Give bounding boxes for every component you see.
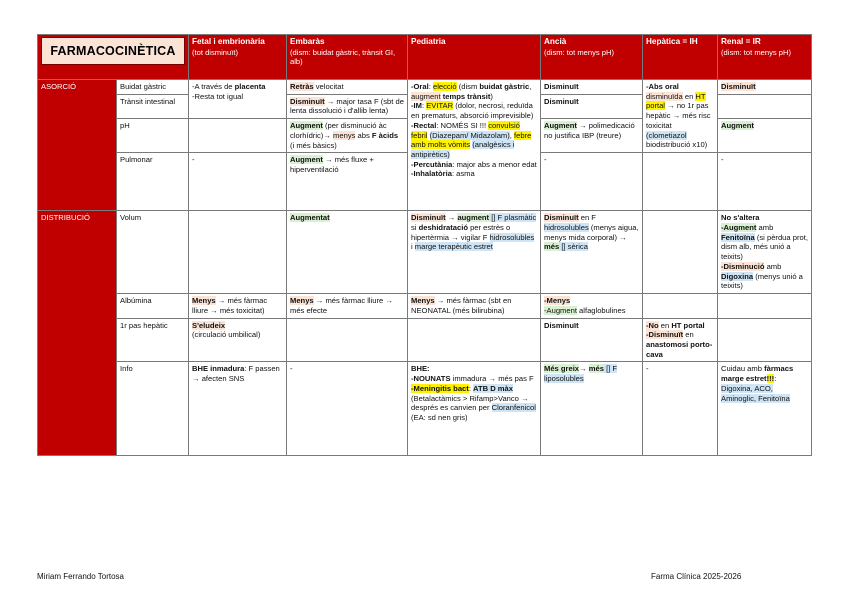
- col-header-ancia: Ancià (dism: tot menys pH): [541, 35, 643, 80]
- col-header-fetal: Fetal i embrionària (tot disminuït): [189, 35, 287, 80]
- cell-embaras-ph: Augment (per disminució àc clorhídric)→ menys abs F àcids (i més bàsics): [287, 119, 408, 153]
- cell-renal-primer-pas: [718, 318, 812, 362]
- pharmacokinetics-table: [37, 34, 812, 456]
- cell-renal-pulmonar: -: [718, 153, 812, 211]
- row-albumina: [38, 294, 812, 318]
- col-header-hepatica: Hepàtica = IH: [643, 35, 718, 80]
- footer-author: Miriam Ferrando Tortosa: [37, 572, 124, 581]
- cell-ancia-albumina: -Menys -Augment alfaglobulines: [541, 294, 643, 318]
- cell-pediatria-albumina: Menys → més fàrmac (sbt en NEONATAL (més bilirubina): [408, 294, 541, 318]
- cell-renal-transit: [718, 94, 812, 118]
- cell-pediatria-primer-pas: [408, 318, 541, 362]
- subrow-label-info: Info: [117, 362, 189, 456]
- cell-fetal-pulmonar: -: [189, 153, 287, 211]
- cell-hepatica-pulmonar: [643, 153, 718, 211]
- subrow-label-buidat: Buidat gàstric: [117, 80, 189, 95]
- cell-hepatica-absorcio: -Abs oral disminuïda en HT portal → no 1r pas hepàtic → més risc toxicitat (clometiazol biodistribució x10): [643, 80, 718, 153]
- cell-embaras-volum: Augmentat: [287, 211, 408, 294]
- cell-ancia-info: Més greix→ més [] F liposolubles: [541, 362, 643, 456]
- header-row: [38, 35, 812, 80]
- cell-embaras-transit: Disminuït → major tasa F (sbt de lenta dissolució i d'allib lenta): [287, 94, 408, 118]
- section-absorcio: ASORCIÓ: [38, 80, 117, 211]
- cell-ancia-ph: Augment → polimedicació no justifica IBP (treure): [541, 119, 643, 153]
- cell-hepatica-info: -: [643, 362, 718, 456]
- cell-fetal-volum: [189, 211, 287, 294]
- col-header-pediatria: Pediatria: [408, 35, 541, 80]
- cell-ancia-pulmonar: -: [541, 153, 643, 211]
- page-title: FARMACOCINÈTICA: [41, 37, 185, 65]
- col-header-embaras: Embaràs (dism: buidat gàstric, trànsit GI, alb): [287, 35, 408, 80]
- cell-fetal-ph: [189, 119, 287, 153]
- subrow-label-ph: pH: [117, 119, 189, 153]
- cell-pediatria-absorcio: -Oral: elecció (dism buidat gàstric, augment temps trànsit) -IM: EVITAR (dolor, necrosi, reduïda en prematurs, absorció imprevisible) -Rectal: NOMÉS SI !!! convulsió febril (Diazepam/ Midazolam), febre amb molts vòmits (analgèsics i antipirètics) -Percutània: major abs a menor edat -Inhalatòria: asma: [408, 80, 541, 211]
- subrow-label-primer-pas: 1r pas hepàtic: [117, 318, 189, 362]
- row-primer-pas: [38, 318, 812, 362]
- subrow-label-pulmonar: Pulmonar: [117, 153, 189, 211]
- footer-course: Farma Clínica 2025-2026: [651, 572, 742, 581]
- cell-renal-buidat: Disminuït: [718, 80, 812, 95]
- cell-hepatica-albumina: [643, 294, 718, 318]
- cell-fetal-info: BHE inmadura: F passen → afecten SNS: [189, 362, 287, 456]
- cell-embaras-buidat: Retràs velocitat: [287, 80, 408, 95]
- cell-embaras-primer-pas: [287, 318, 408, 362]
- cell-pediatria-info: BHE: -NOUNATS immadura → més pas F -Meningitis bact: ATB D màx (Betalactàmics > Rifamp>Vanco → després es canvien per Cloranfenicol (EA: sd nen gris): [408, 362, 541, 456]
- cell-ancia-transit: Disminuït: [541, 94, 643, 118]
- cell-hepatica-primer-pas: -No en HT portal -Disminuït en anastomosi porto-cava: [643, 318, 718, 362]
- row-info: [38, 362, 812, 456]
- cell-ancia-volum: Disminuït en F hidrosolubles (menys aigua, menys mida corporal) → més [] sèrica: [541, 211, 643, 294]
- cell-embaras-albumina: Menys → més fàrmac lliure → més efecte: [287, 294, 408, 318]
- cell-hepatica-volum: [643, 211, 718, 294]
- cell-embaras-info: -: [287, 362, 408, 456]
- cell-fetal-absorcio: -A través de placenta -Resta tot igual: [189, 80, 287, 119]
- cell-ancia-buidat: Disminuït: [541, 80, 643, 95]
- cell-renal-info: Cuidau amb fàrmacs marge estret!!!: Digoxina, ACO, Aminoglic, Fenitoïna: [718, 362, 812, 456]
- col-header-renal: Renal = IR (dism: tot menys pH): [718, 35, 812, 80]
- row-volum: [38, 211, 812, 294]
- cell-ancia-primer-pas: Disminuït: [541, 318, 643, 362]
- cell-renal-volum: No s'altera -Augment amb Fenitoïna (si pèrdua prot, dism alb, més unió a teixits) -Disminució amb Digoxina (menys unió a teixits): [718, 211, 812, 294]
- subrow-label-albumina: Albúmina: [117, 294, 189, 318]
- subrow-label-transit: Trànsit intestinal: [117, 94, 189, 118]
- cell-renal-albumina: [718, 294, 812, 318]
- section-distribucio: DISTRIBUCIÓ: [38, 211, 117, 456]
- subrow-label-volum: Volum: [117, 211, 189, 294]
- cell-renal-ph: Augment: [718, 119, 812, 153]
- cell-fetal-albumina: Menys → més fàrmac lliure → més toxicitat): [189, 294, 287, 318]
- row-buidat-gastric: [38, 80, 812, 95]
- cell-fetal-primer-pas: S'eludeix (circulació umbilical): [189, 318, 287, 362]
- cell-embaras-pulmonar: Augment → més fluxe + hiperventilació: [287, 153, 408, 211]
- title-cell: [38, 35, 189, 80]
- cell-pediatria-volum: Disminuït → augment [] F plasmàtic si deshidratació per estrès o hipertèrmia → vigilar F hidrosolubles i marge terapèutic estret: [408, 211, 541, 294]
